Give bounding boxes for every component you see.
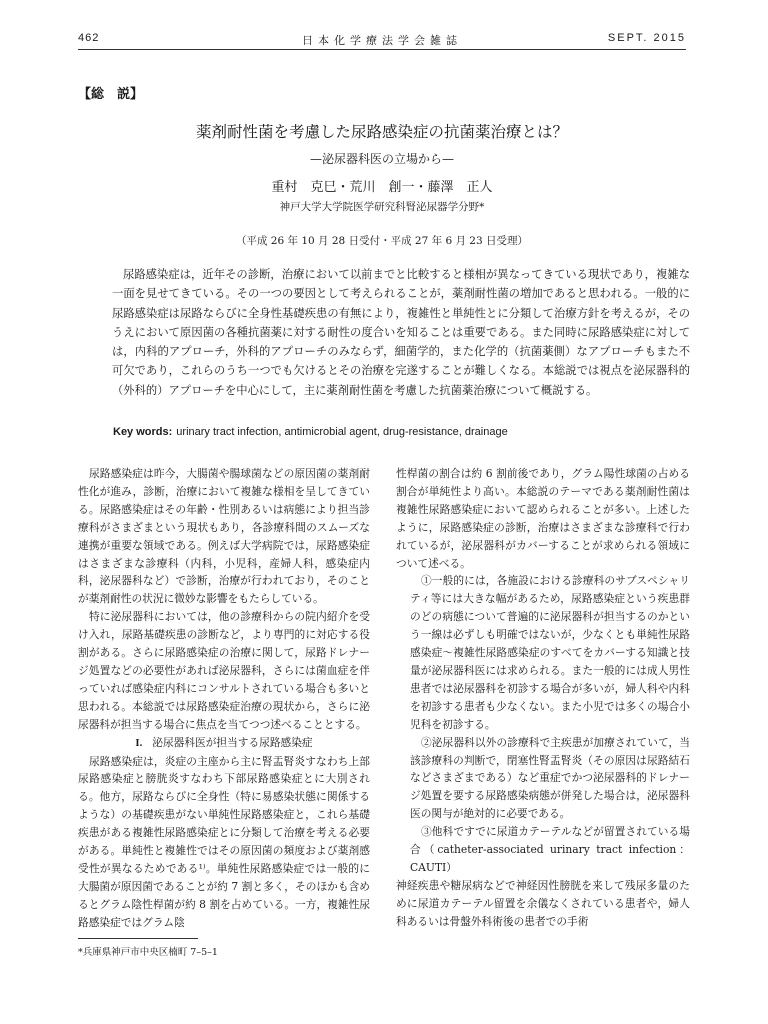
page-number: 462 — [78, 32, 100, 44]
list-item: ②泌尿器科以外の診療科で主疾患が加療されていて，当該診療科の判断で，閉塞性腎盂腎炎（その原因は尿路結石などさまざまである）など重症でかつ泌尿器科的ドレナージ処置を要する尿路感染病態が併発した場合は，泌尿器科医の関与が絶対的に必要である。 — [410, 735, 690, 821]
article-category: 【総 説】 — [78, 87, 144, 102]
paragraph: 尿路感染症は昨今，大腸菌や腸球菌などの原因菌の薬剤耐性化が進み，診断，治療において複雑な様相を呈してきている。尿路感染症はその年齢・性別あるいは病態により担当診療科がさまざまという現状もあり，各診療科間のスムーズな連携が重要な領域である。例えば大学病院では，尿路感染症はさまざまな診療科（内科，小児科，産婦人科，感染症内科，泌尿器科など）で診断，治療が行われており，そのことが薬剤耐性の状況に微妙な影響をもたらしている。 — [78, 467, 370, 606]
header-divider — [78, 49, 686, 50]
paragraph: 性桿菌の割合は約 6 割前後であり，グラム陽性球菌の占める割合が単純性より高い。本総説のテーマである薬剤耐性菌は複雑性尿路感染症において認められることが多い。上述したように，尿路感染症の診断，治療はさまざまな診療科で行われているが，泌尿器科がカバーすることが求められる領域について述べる。 — [396, 467, 690, 570]
paragraph: 神経疾患や糖尿病などで神経因性膀胱を来して残尿多量のために尿道カテーテル留置を余儀なくされている患者や，婦人科あるいは骨盤外科術後の患者での手術 — [396, 878, 690, 928]
authors: 重村 克巳・荒川 創一・藤澤 正人 — [271, 180, 493, 195]
keywords-list: urinary tract infection, antimicrobial agent, drug-resistance, drainage — [176, 426, 508, 438]
affiliation: 神戸大学大学院医学研究科腎泌尿器学分野* — [279, 201, 485, 213]
section-title: 泌尿器科医が担当する尿路感染症 — [152, 735, 313, 749]
footnote-divider — [78, 938, 198, 939]
issue-date: SEPT. 2015 — [607, 32, 686, 44]
keywords — [113, 426, 508, 438]
section-heading — [78, 734, 370, 753]
paragraph: 尿路感染症は，炎症の主座から主に腎盂腎炎すなわち上部尿路感染症と膀胱炎すなわち下部尿路感染症とに大別される。他方，尿路ならびに全身性（特に易感染状態に関係するような）の基礎疾患がない単純性尿路感染症と，これら基礎疾患がある複雑性尿路感染症とに分類して治療を考える必要がある。単純性と複雑性ではその原因菌の頻度および薬剤感受性が異なるためである¹⁾。単純性尿路感染症では一般的に大腸菌が原因菌であることが約 7 割と多く，そのほかも含めるとグラム陰性桿菌が約 8 割を占めている。一方，複雑性尿路感染症ではグラム陰 — [78, 754, 370, 929]
abstract: 尿路感染症は，近年その診断，治療において以前までと比較すると様相が異なってきている現状であり，複雑な一面を見せてきている。その一つの要因として考えられることが，薬剤耐性菌の増加であると思われる。一般的に尿路感染症は尿路ならびに全身性基礎疾患の有無により，複雑性と単純性とに分類して治療方針を考えるが，そのうえにおいて原因菌の各種抗菌薬に対する耐性の度合いを知ることは重要である。また同時に尿路感染症に対しては，内科的アプローチ，外科的アプローチのみならず，細菌学的，また化学的（抗菌薬側）なアプローチもまた不可欠であり，これらのうち一つでも欠けるとその治療を完遂することが難しくなる。本総説では視点を泌尿器科的（外科的）アプローチを中心にして，主に薬剤耐性菌を考慮した抗菌薬治療について概説する。 — [112, 268, 690, 397]
journal-name: 日本化学療法学会雑誌 — [302, 35, 462, 47]
article-title: 薬剤耐性菌を考慮した尿路感染症の抗菌薬治療とは？ — [195, 123, 568, 141]
received-dates: （平成 26 年 10 月 28 日受付・平成 27 年 6 月 23 日受理） — [235, 235, 529, 247]
body-right-column — [396, 465, 690, 931]
list-item: ③他科ですでに尿道カテーテルなどが留置されている場合（catheter-associated urinary tract infection：CAUTI） — [410, 825, 690, 874]
list-item: ①一般的には，各施設における診療科のサブスペシャリティ等には大きな幅があるため，尿路感染症という疾患群のどの病態について普遍的に泌尿器科が担当するのかという一線は必ずしも明確ではないが，少なくとも単純性尿路感染症～複雑性尿路感染症のすべてをカバーする知識と技量が泌尿器科医には求められる。また一般的には成人男性患者では泌尿器科を初診する場合が多いが，婦人科や内科を初診する患者も少なくない。また小児では多くの場合小児科を初診する。 — [410, 574, 690, 731]
paragraph: 特に泌尿器科においては，他の診療科からの院内紹介を受け入れ，尿路基礎疾患の診断など，より専門的に対応する役割がある。さらに尿路感染症の治療に関して，尿路ドレナージ処置などの必要性があれば泌尿器科，さらには菌血症を伴っていれば感染症内科にコンサルトされている場合も多いと思われる。本総説では尿路感染症治療の現状から，さらに泌尿器科が担当する場合に焦点を当てつつ述べることとする。 — [78, 610, 370, 731]
body-left-column — [78, 465, 370, 932]
keywords-label: Key words: — [113, 426, 173, 438]
section-number: I. — [135, 736, 143, 749]
footnote: *兵庫県神戸市中央区楠町 7–5–1 — [78, 947, 218, 958]
article-subtitle: —泌尿器科医の立場から— — [309, 152, 454, 166]
